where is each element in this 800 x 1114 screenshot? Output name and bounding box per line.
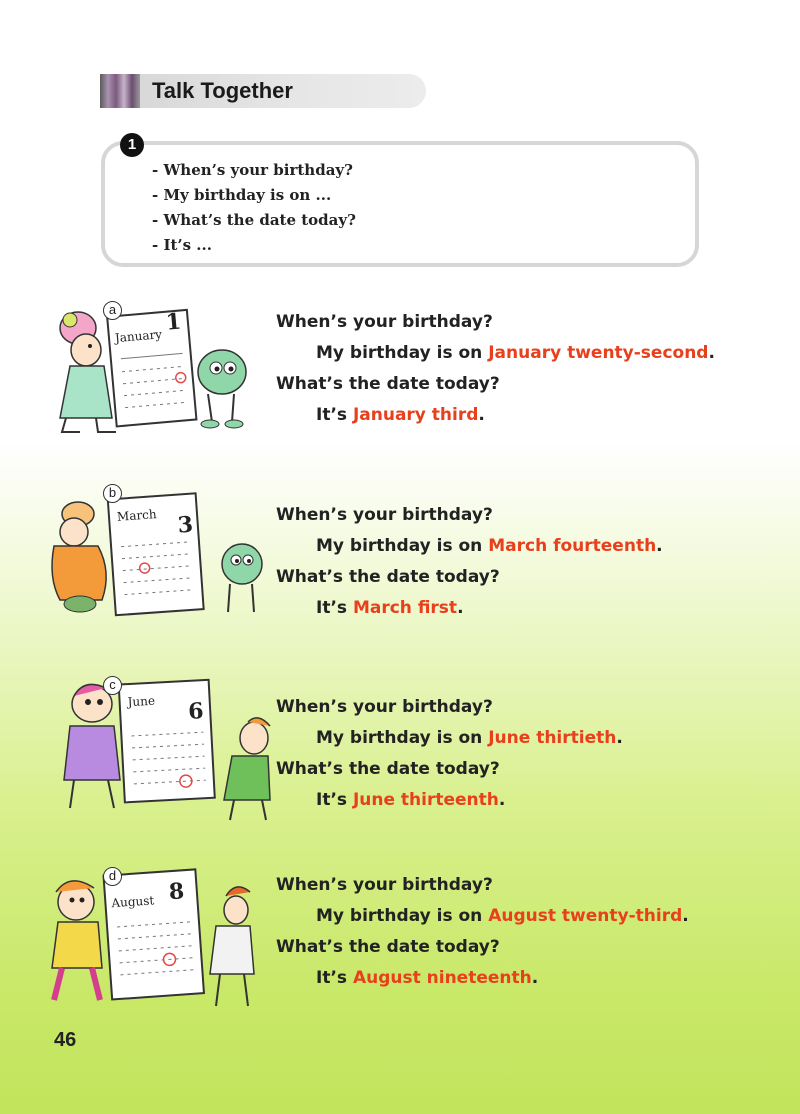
section-letter-d: d — [103, 867, 122, 886]
calendar-month: June — [127, 693, 156, 710]
key-phrases-list — [152, 158, 356, 258]
calendar-month-number: 6 — [187, 698, 205, 725]
answer-birthday: My birthday is on March fourteenth. — [316, 536, 663, 556]
section-letter-b: b — [103, 484, 122, 503]
calendar-month: January — [114, 327, 163, 346]
highlighted-date: March fourteenth — [488, 536, 657, 556]
calendar-month-number: 8 — [167, 878, 186, 906]
question-birthday: When’s your birthday? — [276, 312, 493, 332]
question-birthday: When’s your birthday? — [276, 697, 493, 717]
highlighted-date: June thirtieth — [488, 728, 617, 748]
phrase-line: - My birthday is on ... — [152, 186, 332, 204]
question-date: What’s the date today? — [276, 937, 500, 957]
phrase-line: - It’s ... — [152, 236, 212, 254]
answer-date: It’s March first. — [316, 598, 464, 618]
question-birthday: When’s your birthday? — [276, 875, 493, 895]
section-letter-c: c — [103, 676, 122, 695]
calendar-month: August — [110, 893, 155, 911]
calendar-month-number: 1 — [164, 308, 183, 336]
answer-date: It’s August nineteenth. — [316, 968, 539, 988]
answer-date: It’s June thirteenth. — [316, 790, 506, 810]
header-thumbnail-image — [100, 74, 140, 108]
answer-birthday: My birthday is on January twenty-second. — [316, 343, 715, 363]
highlighted-date: March first — [352, 598, 458, 618]
answer-birthday: My birthday is on August twenty-third. — [316, 906, 689, 926]
illustration-d — [40, 862, 272, 1012]
answer-birthday: My birthday is on June thirtieth. — [316, 728, 623, 748]
highlighted-date: January twenty-second — [488, 343, 709, 363]
phrase-line: - When’s your birthday? — [152, 161, 353, 179]
answer-date: It’s January third. — [316, 405, 485, 425]
page-number: 46 — [54, 1029, 77, 1051]
calendar-month-number: 3 — [176, 511, 194, 539]
question-date: What’s the date today? — [276, 759, 500, 779]
highlighted-date: August twenty-third — [488, 906, 683, 926]
phrase-line: - What’s the date today? — [152, 211, 356, 229]
section-letter-a: a — [103, 301, 122, 320]
highlighted-date: June thirteenth — [352, 790, 499, 810]
question-date: What’s the date today? — [276, 374, 500, 394]
question-date: What’s the date today? — [276, 567, 500, 587]
question-birthday: When’s your birthday? — [276, 505, 493, 525]
illustration-a — [50, 300, 272, 440]
highlighted-date: August nineteenth — [352, 968, 532, 988]
section-title: Talk Together — [152, 78, 293, 103]
exercise-number-badge: 1 — [120, 133, 144, 157]
calendar-month: March — [116, 507, 158, 524]
illustration-b — [40, 488, 272, 628]
highlighted-date: January third — [352, 405, 479, 425]
illustration-c — [44, 676, 276, 824]
